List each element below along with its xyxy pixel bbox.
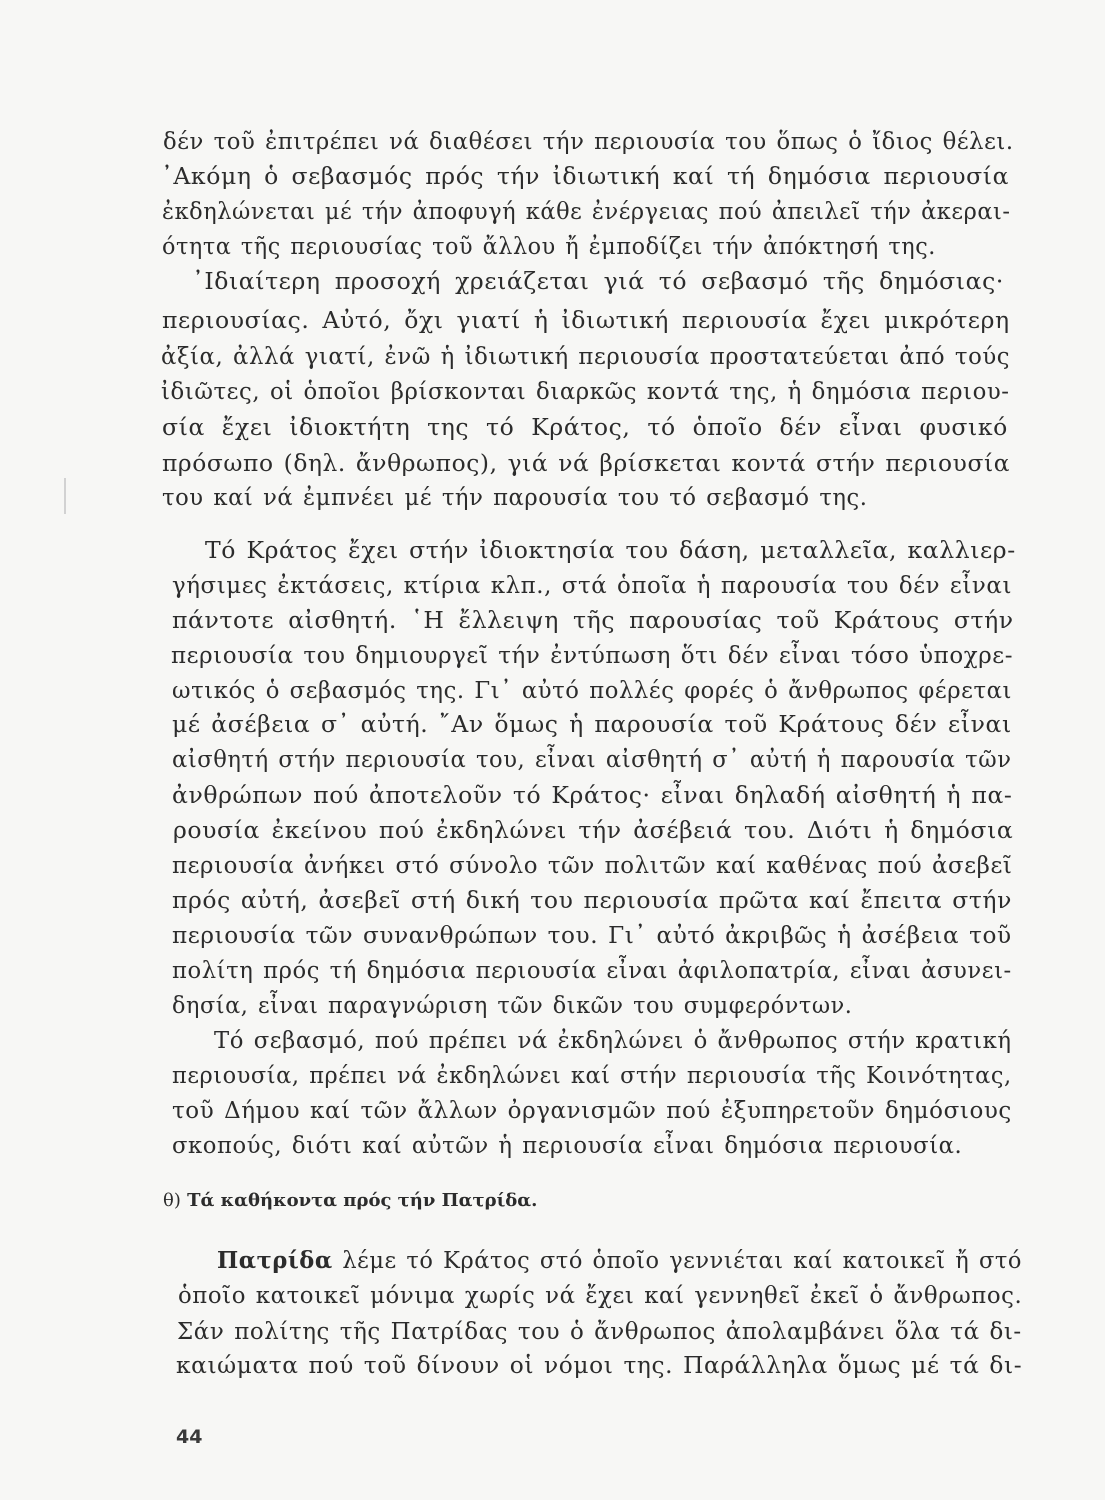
text-line: περιουσία τῶν συνανθρώπων του. Γι᾽ αὐτό ἀκριβῶς ἡ ἀσέβεια τοῦ xyxy=(172,921,1012,949)
text-line: καιώματα πού τοῦ δίνουν οἱ νόμοι της. Παράλληλα ὅμως μέ τά δι- xyxy=(176,1351,1023,1379)
text-line: σία ἔχει ἰδιοκτήτη της τό Κράτος, τό ὁποῖο δέν εἶναι φυσικό xyxy=(162,413,1008,441)
text-line: ἀνθρώπων πού ἀποτελοῦν τό Κράτος· εἶναι δηλαδή αἰσθητή ἡ πα- xyxy=(172,781,1013,809)
text-line: του καί νά ἐμπνέει μέ τήν παρουσία του τό σεβασμό της. xyxy=(162,483,868,511)
scan-artifact xyxy=(64,478,66,514)
text-line: πολίτη πρός τή δημόσια περιουσία εἶναι ἀφιλοπατρία, εἶναι ἀσυνει- xyxy=(172,956,1012,984)
text-line: περιουσίας. Αὐτό, ὄχι γιατί ἡ ἰδιωτική περιουσία ἔχει μικρότερη xyxy=(162,306,1010,334)
text-line: πρόσωπο (δηλ. ἄνθρωπος), γιά νά βρίσκεται κοντά στήν περιουσία xyxy=(162,449,1011,477)
text-line: περιουσία του δημιουργεῖ τήν ἐντύπωση ὅτι δέν εἶναι τόσο ὑποχρε- xyxy=(171,641,1014,669)
text-line: γήσιμες ἐκτάσεις, κτίρια κλπ., στά ὁποῖα ἡ παρουσία του δέν εἶναι xyxy=(172,571,1012,599)
text-line: ρουσία ἐκείνου πού ἐκδηλώνει τήν ἀσέβειά του. Διότι ἡ δημόσια xyxy=(173,816,1014,844)
text-line: ᾽Ιδιαίτερη προσοχή χρειάζεται γιά τό σεβασμό τῆς δημόσιας· xyxy=(192,267,1004,295)
text-line: σκοπούς, διότι καί αὐτῶν ἡ περιουσία εἶναι δημόσια περιουσία. xyxy=(172,1131,963,1159)
text-line: τοῦ Δήμου καί τῶν ἄλλων ὀργανισμῶν πού ἐξυπηρετοῦν δημόσιους xyxy=(172,1096,1012,1124)
text-line: ωτικός ὁ σεβασμός της. Γι᾽ αὐτό πολλές φορές ὁ ἄνθρωπος φέρεται xyxy=(172,676,1012,704)
section-title: Τά καθήκοντα πρός τήν Πατρίδα. xyxy=(187,1190,538,1211)
text-line xyxy=(217,1245,1022,1275)
text-line: περιουσία ἀνήκει στό σύνολο τῶν πολιτῶν καί καθένας πού ἀσεβεῖ xyxy=(172,851,1013,879)
definition-text: λέμε τό Κράτος στό ὁποῖο γεννιέται καί κατοικεῖ ἤ στό xyxy=(332,1246,1022,1274)
section-number: θ) xyxy=(163,1190,181,1211)
section-heading xyxy=(163,1186,537,1216)
text-line: δέν τοῦ ἐπιτρέπει νά διαθέσει τήν περιουσία του ὅπως ὁ ἴδιος θέλει. xyxy=(163,127,1014,155)
definition-term: Πατρίδα xyxy=(217,1246,333,1274)
text-line: ἰδιῶτες, οἱ ὁποῖοι βρίσκονται διαρκῶς κοντά της, ἡ δημόσια περιου- xyxy=(161,377,1010,405)
text-line: πάντοτε αἰσθητή. ῾Η ἔλλειψη τῆς παρουσίας τοῦ Κράτους στήν xyxy=(172,606,1014,634)
page-number: 44 xyxy=(176,1426,203,1448)
text-line: μέ ἀσέβεια σ᾽ αὐτή. ῎Αν ὅμως ἡ παρουσία τοῦ Κράτους δέν εἶναι xyxy=(172,710,1012,738)
text-line: περιουσία, πρέπει νά ἐκδηλώνει καί στήν περιουσία τῆς Κοινότητας, xyxy=(172,1061,1012,1089)
text-line: ότητα τῆς περιουσίας τοῦ ἄλλου ἤ ἐμποδίζει τήν ἀπόκτησή της. xyxy=(162,232,936,260)
text-line: ὁποῖο κατοικεῖ μόνιμα χωρίς νά ἔχει καί γεννηθεῖ ἐκεῖ ὁ ἄνθρωπος. xyxy=(178,1281,1023,1309)
text-line: δησία, εἶναι παραγνώριση τῶν δικῶν του συμφερόντων. xyxy=(172,991,853,1019)
text-line: Σάν πολίτης τῆς Πατρίδας του ὁ ἄνθρωπος ἀπολαμβάνει ὅλα τά δι- xyxy=(177,1317,1022,1345)
text-line: ἐκδηλώνεται μέ τήν ἀποφυγή κάθε ἐνέργειας πού ἀπειλεῖ τήν ἀκεραι- xyxy=(162,197,1011,225)
text-line: Τό Κράτος ἔχει στήν ἰδιοκτησία του δάση, μεταλλεῖα, καλλιερ- xyxy=(205,536,1016,564)
text-line: αἰσθητή στήν περιουσία του, εἶναι αἰσθητή σ᾽ αὐτή ἡ παρουσία τῶν xyxy=(172,745,1012,773)
text-line: ἀξία, ἀλλά γιατί, ἐνῶ ἡ ἰδιωτική περιουσία προστατεύεται ἀπό τούς xyxy=(161,342,1011,370)
text-line: ᾽Ακόμη ὁ σεβασμός πρός τήν ἰδιωτική καί τή δημόσια περιουσία xyxy=(161,162,1010,190)
text-line: Τό σεβασμό, πού πρέπει νά ἐκδηλώνει ὁ ἄνθρωπος στήν κρατική xyxy=(214,1026,1012,1054)
text-line: πρός αὐτή, ἀσεβεῖ στή δική του περιουσία πρῶτα καί ἔπειτα στήν xyxy=(172,886,1012,914)
